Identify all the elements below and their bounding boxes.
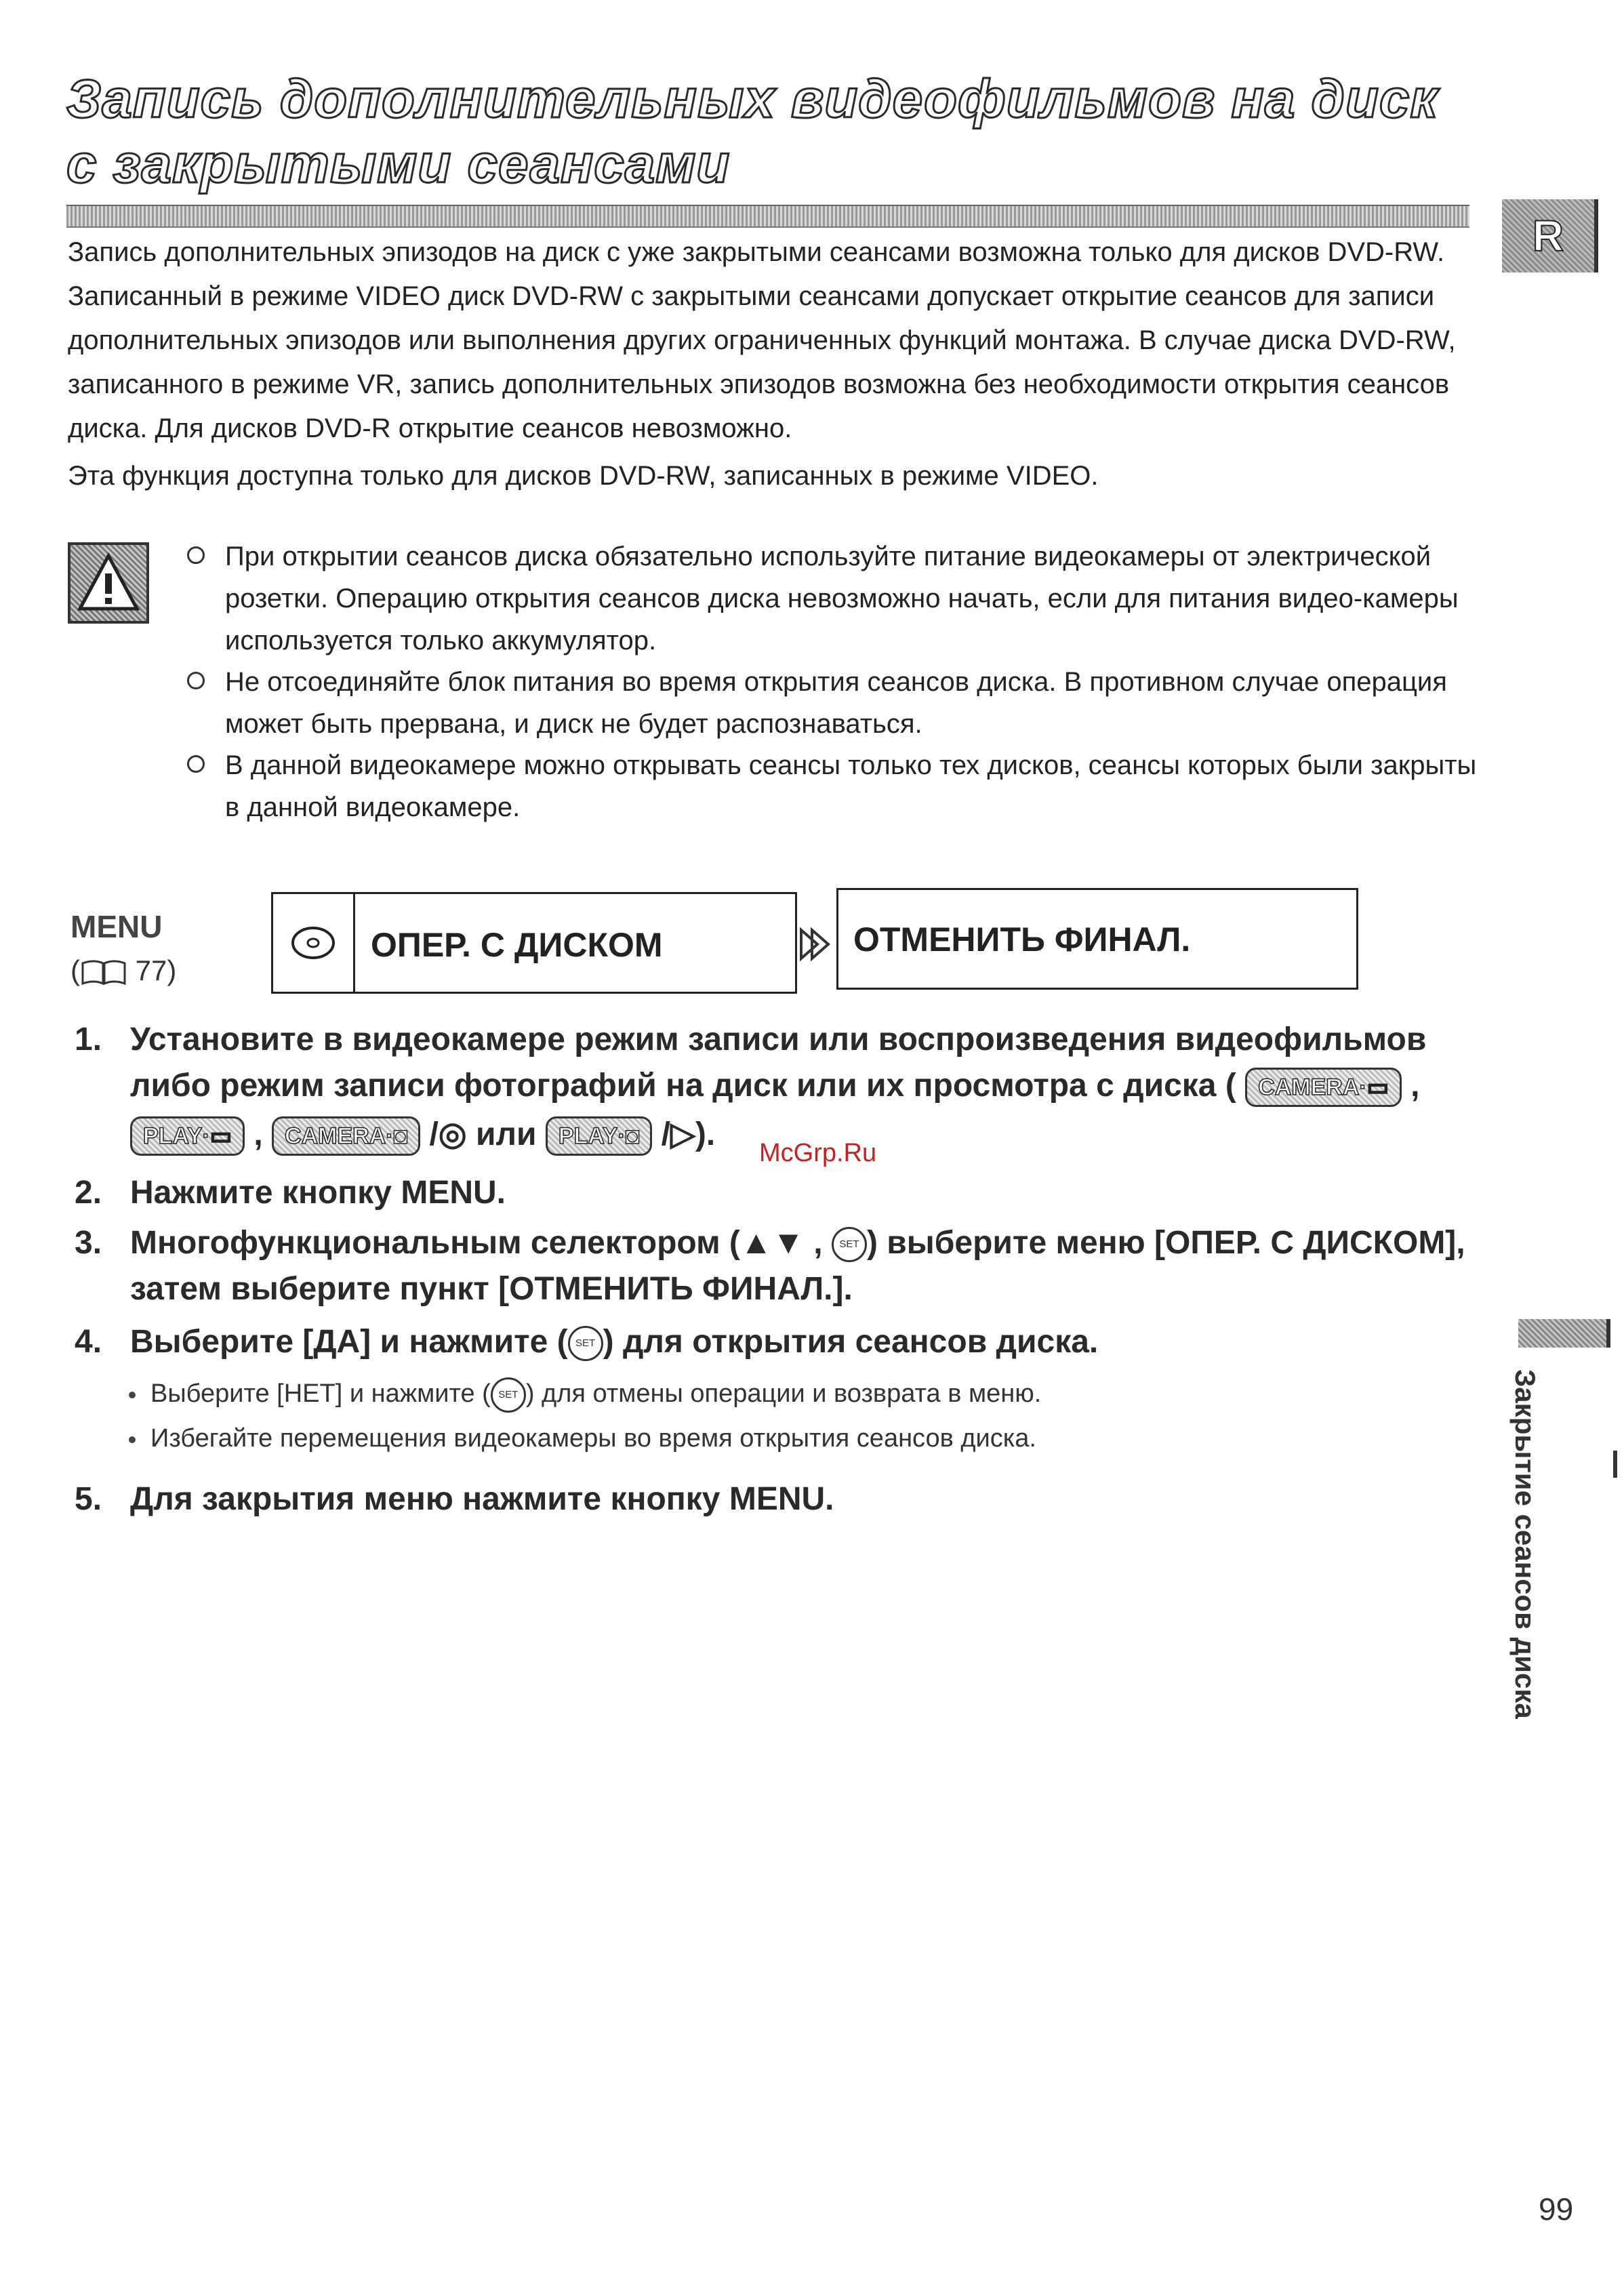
intro-paragraph: Запись дополнительных эпизодов на диск с уже закрытыми сеансами возможна только для дисков DVD-RW. Записанный в режиме VIDEO диск DVD-RW с закрытыми сеансами допускает открытие сеансов для записи дополнительных эпизодов или выполнения других ограниченных функций монтажа. В случае диска DVD-RW, записанного в режиме VR, запись дополнительных эпизодов возможна без необходимости открытия сеансов диска. Для дисков DVD-R открытие сеансов невозможно. <box>68 237 1456 443</box>
warning-text: В данной видеокамере можно открывать сеансы только тех дисков, сеансы которых были закрыты в данной видеокамере. <box>225 750 1477 822</box>
step-3-text-end: ) выберите меню [ОПЕР. С ДИСКОМ], <box>866 1225 1465 1261</box>
side-marker <box>1613 1451 1617 1478</box>
step-3-text: Многофункциональным селектором ( <box>130 1225 740 1261</box>
step-4-text-end: ) для открытия сеансов диска. <box>603 1324 1099 1360</box>
step-1-text: либо режим записи фотографий на диск или их просмотра с диска ( <box>130 1068 1236 1104</box>
substep-text-end: ) для отмены операции и возврата в меню. <box>525 1379 1042 1408</box>
section-tab-letter: R <box>1532 211 1564 260</box>
step-1-line3: PLAY·▭ , CAMERA·◘ /◎ или PLAY·◘ /▷). <box>130 1112 1486 1158</box>
step-5-text: Для закрытия меню нажмите кнопку MENU. <box>130 1481 834 1517</box>
substep-item <box>129 1418 1036 1459</box>
step-number: 5. <box>75 1481 102 1517</box>
warning-item <box>187 744 1475 832</box>
menu-page-ref: ( 77) <box>70 954 177 986</box>
substep-text: Избегайте перемещения видеокамеры во время открытия сеансов диска. <box>150 1424 1036 1453</box>
camera-icon: ◘ <box>393 1123 408 1150</box>
warning-text: Не отсоединяйте блок питания во время открытия сеансов диска. В противном случае операция может быть прервана, и диск не будет распознаваться. <box>225 667 1447 739</box>
disc-record-icon: ◎ <box>438 1116 467 1152</box>
watermark: McGrp.Ru <box>759 1139 877 1167</box>
step-number: 4. <box>75 1324 102 1360</box>
menu-item-disc-operations: ОПЕР. С ДИСКОМ <box>371 926 663 964</box>
warning-item <box>187 536 1475 664</box>
mode-label: PLAY· <box>143 1123 210 1150</box>
camera-icon: ◘ <box>625 1123 640 1150</box>
intro-note: Эта функция доступна только для дисков DVD-RW, записанных в режиме VIDEO. <box>68 461 1099 491</box>
mode-camera-photo <box>272 1116 420 1156</box>
book-icon <box>80 959 127 986</box>
step-4-text: Выберите [ДА] и нажмите ( <box>130 1324 568 1360</box>
menu-page-number: 77 <box>135 954 167 986</box>
menu-item-cancel-finalize: ОТМЕНИТЬ ФИНАЛ. <box>853 921 1191 958</box>
mode-label: CAMERA· <box>1258 1074 1367 1101</box>
warning-text: При открытии сеансов диска обязательно используйте питание видеокамеры от электрической розетки. Операцию открытия сеансов диска невозможно начать, если для питания видео-камеры используется только аккумулятор. <box>225 542 1459 655</box>
mode-camera-movie <box>1245 1068 1402 1107</box>
bullet-circle-icon <box>187 672 205 689</box>
movie-icon: ▭ <box>209 1123 232 1150</box>
warning-item <box>187 661 1475 749</box>
disc-icon-cell <box>273 894 355 992</box>
menu-label: MENU <box>70 909 163 944</box>
up-down-arrow-icon: ▲▼ <box>739 1225 805 1261</box>
step-3-line2: затем выберите пункт [ОТМЕНИТЬ ФИНАЛ.]. <box>130 1271 853 1307</box>
mode-label: PLAY· <box>558 1123 626 1150</box>
bullet-circle-icon <box>187 755 205 773</box>
step-4 <box>75 1319 1484 1367</box>
page-number: 99 <box>1539 2191 1574 2227</box>
step-2-text: Нажмите кнопку MENU. <box>130 1175 506 1211</box>
step-2 <box>75 1170 1484 1217</box>
substep-text: Выберите [НЕТ] и нажмите ( <box>150 1379 491 1408</box>
page-title-line1: Запись дополнительных видеофильмов на диск <box>66 68 1438 129</box>
step-1-or: или <box>476 1116 537 1152</box>
movie-icon: ▭ <box>1366 1074 1389 1101</box>
substep-item <box>129 1373 1041 1414</box>
caution-icon <box>68 542 149 624</box>
set-button-icon: SET <box>568 1326 603 1361</box>
step-1-line1: Установите в видеокамере режим записи или воспроизведения видеофильмов <box>130 1022 1427 1057</box>
disc-play-icon: ▷ <box>670 1116 695 1152</box>
step-3: 3. Многофункциональным селектором (▲▼ , SET ) выберите меню [ОПЕР. С ДИСКОМ], затем выберите пункт [ОТМЕНИТЬ ФИНАЛ.]. <box>75 1220 1484 1315</box>
step-number: 1. <box>75 1022 102 1057</box>
step-5 <box>75 1476 1484 1524</box>
bullet-circle-icon <box>187 546 205 564</box>
set-button-icon: SET <box>832 1227 867 1262</box>
page-title-line2: с закрытыми сеансами <box>66 134 731 194</box>
menu-box-cancel-finalize <box>836 888 1358 990</box>
set-button-icon: SET <box>491 1377 526 1413</box>
arrow-right-icon <box>798 927 834 961</box>
menu-box-disc-operations <box>271 892 797 994</box>
mode-play-movie <box>130 1116 245 1156</box>
bullet-dot-icon <box>129 1436 136 1443</box>
bullet-dot-icon <box>129 1392 136 1398</box>
step-1-line2: либо режим записи фотографий на диск или их просмотра с диска ( CAMERA·▭ , <box>130 1063 1486 1109</box>
side-section-tab <box>1518 1319 1610 1348</box>
mode-play-photo <box>546 1116 652 1156</box>
disc-icon <box>289 923 337 963</box>
title-rule <box>66 205 1469 228</box>
side-section-title: Закрытие сеансов диска <box>1509 1369 1541 1719</box>
mode-label: CAMERA· <box>285 1123 394 1150</box>
step-number: 3. <box>75 1225 102 1261</box>
section-tab <box>1502 199 1598 272</box>
step-number: 2. <box>75 1175 102 1211</box>
